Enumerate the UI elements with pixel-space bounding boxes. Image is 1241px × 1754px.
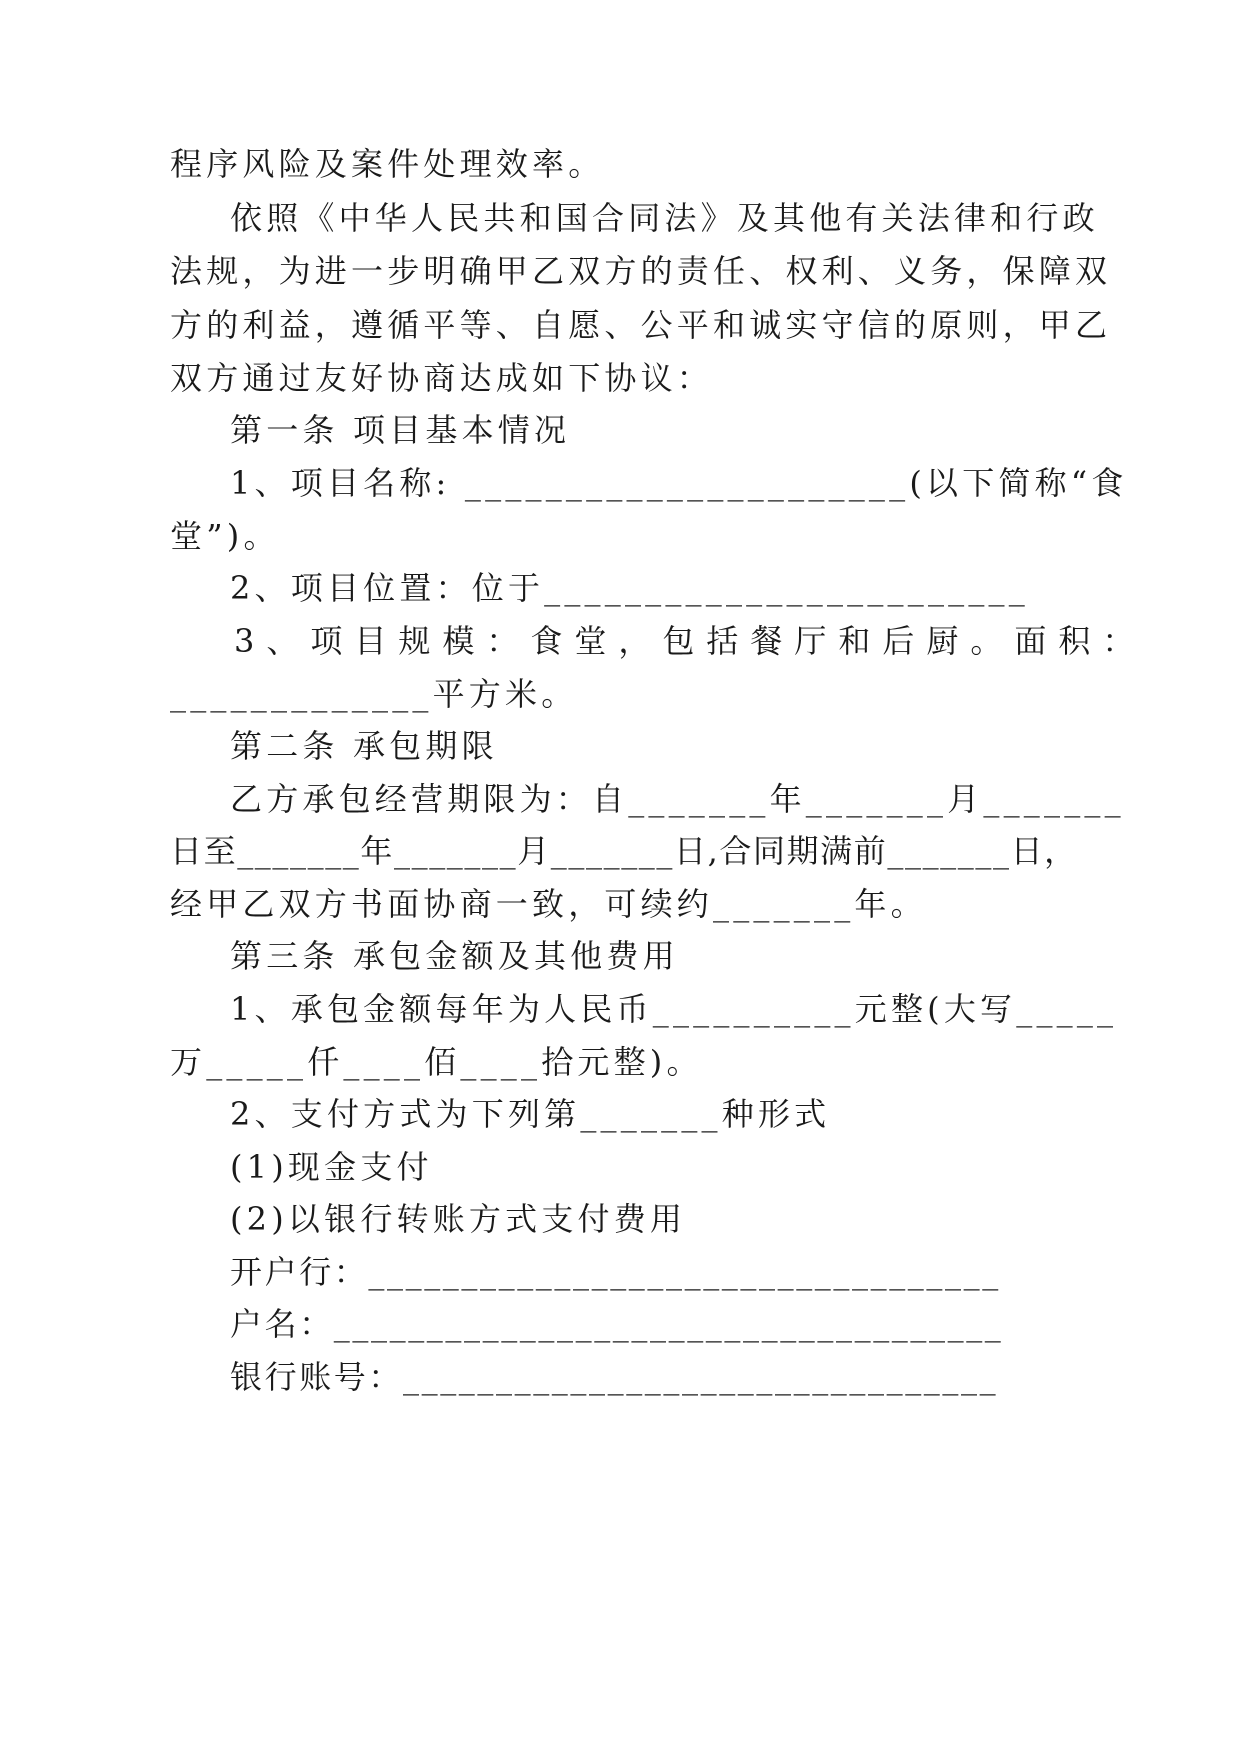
line-amount-1: 1、承包金额每年为人民币__________元整(大写_____ [230,990,1118,1028]
line-term-3: 经甲乙双方书面协商一致，可续约_______年。 [170,885,927,923]
line-payment-transfer: (2)以银行转账方式支付费用 [230,1200,687,1238]
line-03: 法规，为进一步明确甲乙双方的责任、权利、义务，保障双 [170,252,1112,290]
line-01: 程序风险及案件处理效率。 [170,145,605,183]
line-account-number: 银行账号：________________________________ [230,1358,999,1396]
line-project-name-cont: 堂”)。 [170,517,280,555]
line-account-name: 户名：____________________________________ [230,1305,1004,1343]
line-amount-2: 万_____仟____佰____拾元整)。 [170,1043,703,1081]
line-bank-name: 开户行：__________________________________ [230,1253,1001,1291]
line-payment-cash: (1)现金支付 [230,1148,433,1186]
line-term-1: 乙方承包经营期限为：自_______年_______月_______ [230,780,1125,818]
line-term-2: 日至_______年_______月_______日,合同期满前_______日， [170,832,1078,870]
section-2-heading: 第二条 承包期限 [230,727,498,765]
line-project-scale: 3、项目规模：食堂，包括餐厅和后厨。面积： [234,622,1147,660]
line-payment-method: 2、支付方式为下列第_______种形式 [230,1095,831,1133]
line-05: 双方通过友好协商达成如下协议： [170,359,714,397]
section-1-heading: 第一条 项目基本情况 [230,411,571,449]
line-project-area: _____________平方米。 [170,675,578,713]
line-04: 方的利益，遵循平等、自愿、公平和诚实守信的原则，甲乙 [170,306,1112,344]
line-02: 依照《中华人民共和国合同法》及其他有关法律和行政 [230,199,1099,237]
section-3-heading: 第三条 承包金额及其他费用 [230,937,679,975]
line-project-location: 2、项目位置：位于________________________ [230,569,1029,607]
line-project-name: 1、项目名称: ______________________(以下简称“食 [230,464,1128,502]
